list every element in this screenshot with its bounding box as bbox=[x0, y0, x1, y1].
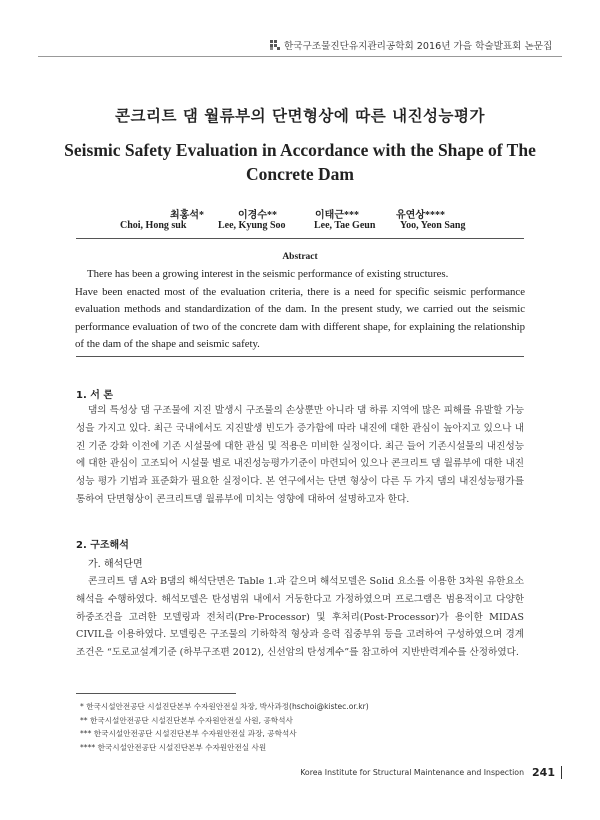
footnote: ** 한국시설안전공단 시설진단본부 수자원안전실 사원, 공학석사 bbox=[80, 715, 293, 725]
section-heading-intro: 1. 서 론 bbox=[76, 390, 114, 401]
intro-paragraph: 댐의 특성상 댐 구조물에 지진 발생시 구조물의 손상뿐만 아니라 댐 하류 지역에 많은 피해를 유발할 가능성을 가지고 있다. 최근 국내에서도 지진발생 빈도가 증가함에 따라 내진에 대한 관심이 높아지고 있으나 내진 기준 강화 이전에 기존 시설물에 대한 관심 및 적용은 미비한 실정이다. 최근 들어 기존시설물의 내진성능에 대한 관심이 고조되어 시설물 별로 내진성능평가기준이 마련되어 있으나 콘크리트 댐 월류부에 대한 내진성능 평가 기법과 표준화가 필요한 실정이다. 본 연구에서는 단면 형상이 다른 두 가지 댐의 내진성능평가를 통하여 단면형상이 콘크리트댐 월류부에 미치는 영향에 대하여 설명하고자 한다. bbox=[76, 405, 524, 505]
abstract-body bbox=[75, 266, 525, 354]
header-divider bbox=[38, 56, 562, 57]
author-english: Lee, Kyung Soo bbox=[218, 220, 286, 231]
author-english: Lee, Tae Geun bbox=[314, 220, 376, 231]
footnotes bbox=[80, 700, 520, 754]
author-korean: 최홍석* bbox=[170, 210, 204, 221]
title-korean: 콘크리트 댐 월류부의 단면형상에 따른 내진성능평가 bbox=[115, 107, 485, 125]
running-header bbox=[270, 38, 562, 52]
page-number: 241 bbox=[532, 765, 555, 779]
section-heading-analysis: 2. 구조해석 bbox=[76, 540, 129, 551]
grid-dots-icon bbox=[270, 40, 280, 50]
authors-divider bbox=[76, 238, 524, 239]
footnote: * 한국시설안전공단 시설진단본부 수자원안전실 차장, 박사과정(hschoi@kistec.or.kr) bbox=[80, 702, 369, 711]
title-english: Seismic Safety Evaluation in Accordance with the Shape of The Concrete Dam bbox=[64, 140, 536, 184]
analysis-paragraph: 콘크리트 댐 A와 B댐의 해석단면은 Table 1.과 같으며 해석모델은 Solid 요소를 이용한 3차원 유한요소 해석을 수행하였다. 해석모델은 탄성범위 내에서 거동한다고 가정하였으며 프로그램은 범용적이고 다양한 하중조건을 고려한 모델링과 전처리(Pre-Processor) 및 후처리(Post-Processor)가 용이한 MIDAS CIVIL을 이용하였다. 모델링은 구조물의 기하학적 형상과 응력 집중부위 등을 고려하여 구성하였으며 경계조건은 “도로교설계기준 (하부구조편 2012), 신선암의 탄성계수”를 참고하여 지반반력계수를 산정하였다. bbox=[76, 576, 524, 659]
footnote-divider bbox=[76, 693, 236, 694]
footer-bar bbox=[561, 766, 562, 779]
author-korean: 유연상**** bbox=[396, 210, 445, 221]
footnote: *** 한국시설안전공단 시설진단본부 수자원안전실 과장, 공학석사 bbox=[80, 729, 297, 738]
page-footer bbox=[300, 763, 562, 781]
journal-name: 한국구조물진단유지관리공학회 2016년 가을 학술발표회 논문집 bbox=[284, 41, 553, 52]
author-english: Choi, Hong suk bbox=[120, 220, 187, 231]
author-korean: 이태근*** bbox=[315, 210, 359, 221]
author-english: Yoo, Yeon Sang bbox=[400, 220, 466, 231]
subsection-heading: 가. 해석단면 bbox=[88, 559, 143, 570]
abstract-divider bbox=[76, 356, 524, 357]
abstract-paragraph: Have been enacted most of the evaluation criteria, there is a need for specific seismic performance evaluation methods and standardization of the dam. In the present study, we carried out the seismic performance evaluation of two of the concrete dam with different shape, for explaining the relationship of the dam of the shape and seismic safety. bbox=[75, 285, 525, 350]
author-korean: 이경수** bbox=[238, 210, 277, 221]
footer-institute: Korea Institute for Structural Maintenance and Inspection bbox=[300, 767, 525, 777]
abstract-heading: Abstract bbox=[282, 252, 318, 262]
abstract-paragraph: There has been a growing interest in the seismic performance of existing structures. bbox=[87, 268, 449, 280]
footnote: **** 한국시설안전공단 시설진단본부 수자원안전실 사원 bbox=[80, 742, 267, 752]
